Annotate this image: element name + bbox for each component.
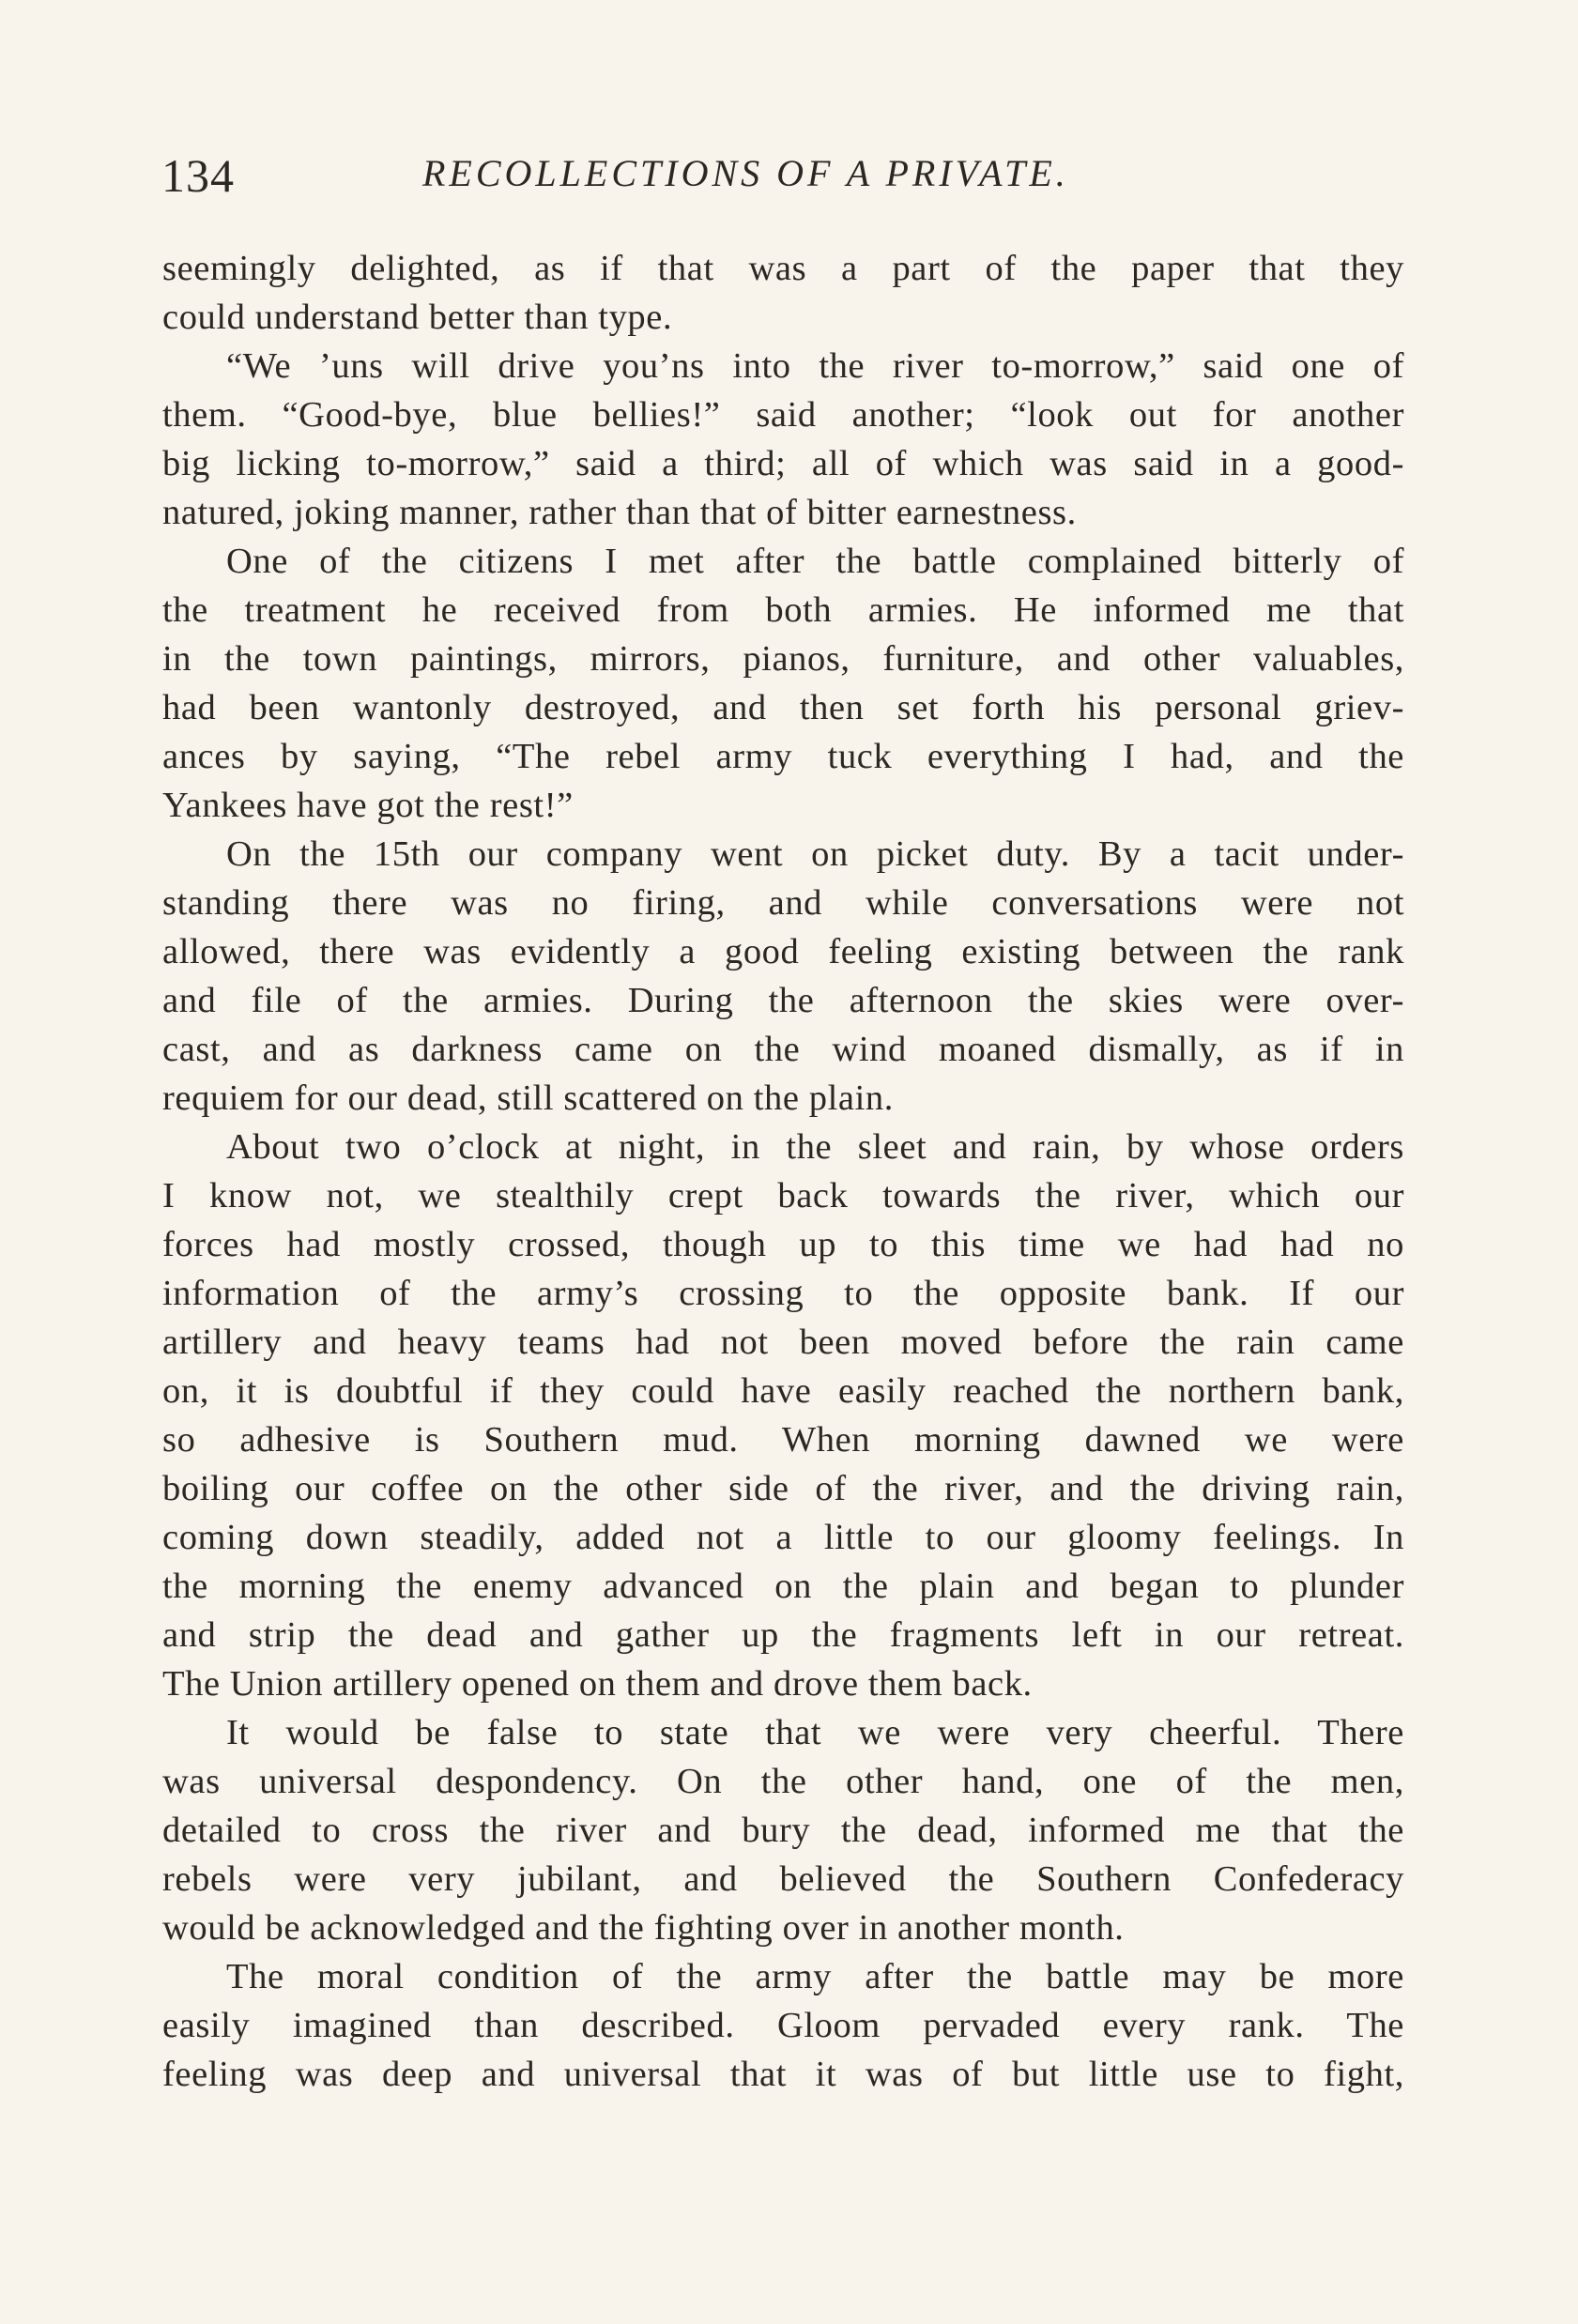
text-line: boiling our coffee on the other side of the river, and the driving rain, [162, 1469, 1404, 1508]
text-line: The Union artillery opened on them and drove them back. [162, 1664, 1033, 1704]
text-line: had been wantonly destroyed, and then set forth his personal griev- [162, 688, 1404, 727]
body-text [162, 244, 1404, 2099]
text-line: detailed to cross the river and bury the dead, informed me that the [162, 1811, 1404, 1850]
text-line: would be acknowledged and the fighting over in another month. [162, 1908, 1125, 1948]
text-line: artillery and heavy teams had not been moved before the rain came [162, 1323, 1404, 1362]
text-line: feeling was deep and universal that it was of but little use to fight, [162, 2055, 1404, 2094]
text-line: coming down steadily, added not a little to our gloomy feelings. In [162, 1518, 1404, 1557]
page-number: 134 [161, 149, 235, 202]
text-line: seemingly delighted, as if that was a part of the paper that they [162, 249, 1404, 288]
text-line: forces had mostly crossed, though up to this time we had had no [162, 1225, 1404, 1264]
text-line: easily imagined than described. Gloom pervaded every rank. The [162, 2006, 1404, 2045]
text-line: so adhesive is Southern mud. When morning dawned we were [162, 1420, 1404, 1460]
text-line: standing there was no firing, and while conversations were not [162, 883, 1404, 923]
text-line: and file of the armies. During the afternoon the skies were over- [162, 981, 1404, 1020]
text-line: On the 15th our company went on picket duty. By a tacit under- [226, 834, 1404, 874]
text-line: Yankees have got the rest!” [162, 786, 574, 825]
text-line: could understand better than type. [162, 298, 673, 337]
text-line: About two o’clock at night, in the sleet and rain, by whose orders [226, 1127, 1404, 1167]
text-line: One of the citizens I met after the battle complained bitterly of [226, 542, 1404, 581]
text-line: on, it is doubtful if they could have easily reached the northern bank, [162, 1371, 1404, 1411]
text-line: the morning the enemy advanced on the plain and began to plunder [162, 1567, 1404, 1606]
text-line: information of the army’s crossing to the opposite bank. If our [162, 1274, 1404, 1313]
text-line: The moral condition of the army after the battle may be more [226, 1957, 1404, 1996]
text-line: was universal despondency. On the other hand, one of the men, [162, 1762, 1404, 1801]
text-line: “We ’uns will drive you’ns into the river to-morrow,” said one of [226, 346, 1404, 386]
text-line: requiem for our dead, still scattered on the plain. [162, 1078, 894, 1118]
text-line: in the town paintings, mirrors, pianos, furniture, and other valuables, [162, 639, 1404, 679]
running-title: RECOLLECTIONS OF A PRIVATE. [422, 152, 1069, 194]
text-line: ances by saying, “The rebel army tuck everything I had, and the [162, 737, 1404, 776]
text-line: natured, joking manner, rather than that of bitter earnestness. [162, 493, 1077, 532]
text-line: and strip the dead and gather up the fragments left in our retreat. [162, 1615, 1404, 1655]
text-line: cast, and as darkness came on the wind moaned dismally, as if in [162, 1030, 1404, 1069]
text-line: allowed, there was evidently a good feeling existing between the rank [162, 932, 1404, 971]
text-line: rebels were very jubilant, and believed the Southern Confederacy [162, 1859, 1404, 1899]
text-line: big licking to-morrow,” said a third; all of which was said in a good- [162, 444, 1404, 483]
text-line: them. “Good-bye, blue bellies!” said another; “look out for another [162, 395, 1404, 435]
text-line: the treatment he received from both armies. He informed me that [162, 590, 1404, 630]
text-line: I know not, we stealthily crept back towards the river, which our [162, 1176, 1404, 1216]
text-line: It would be false to state that we were very cheerful. There [226, 1713, 1404, 1752]
